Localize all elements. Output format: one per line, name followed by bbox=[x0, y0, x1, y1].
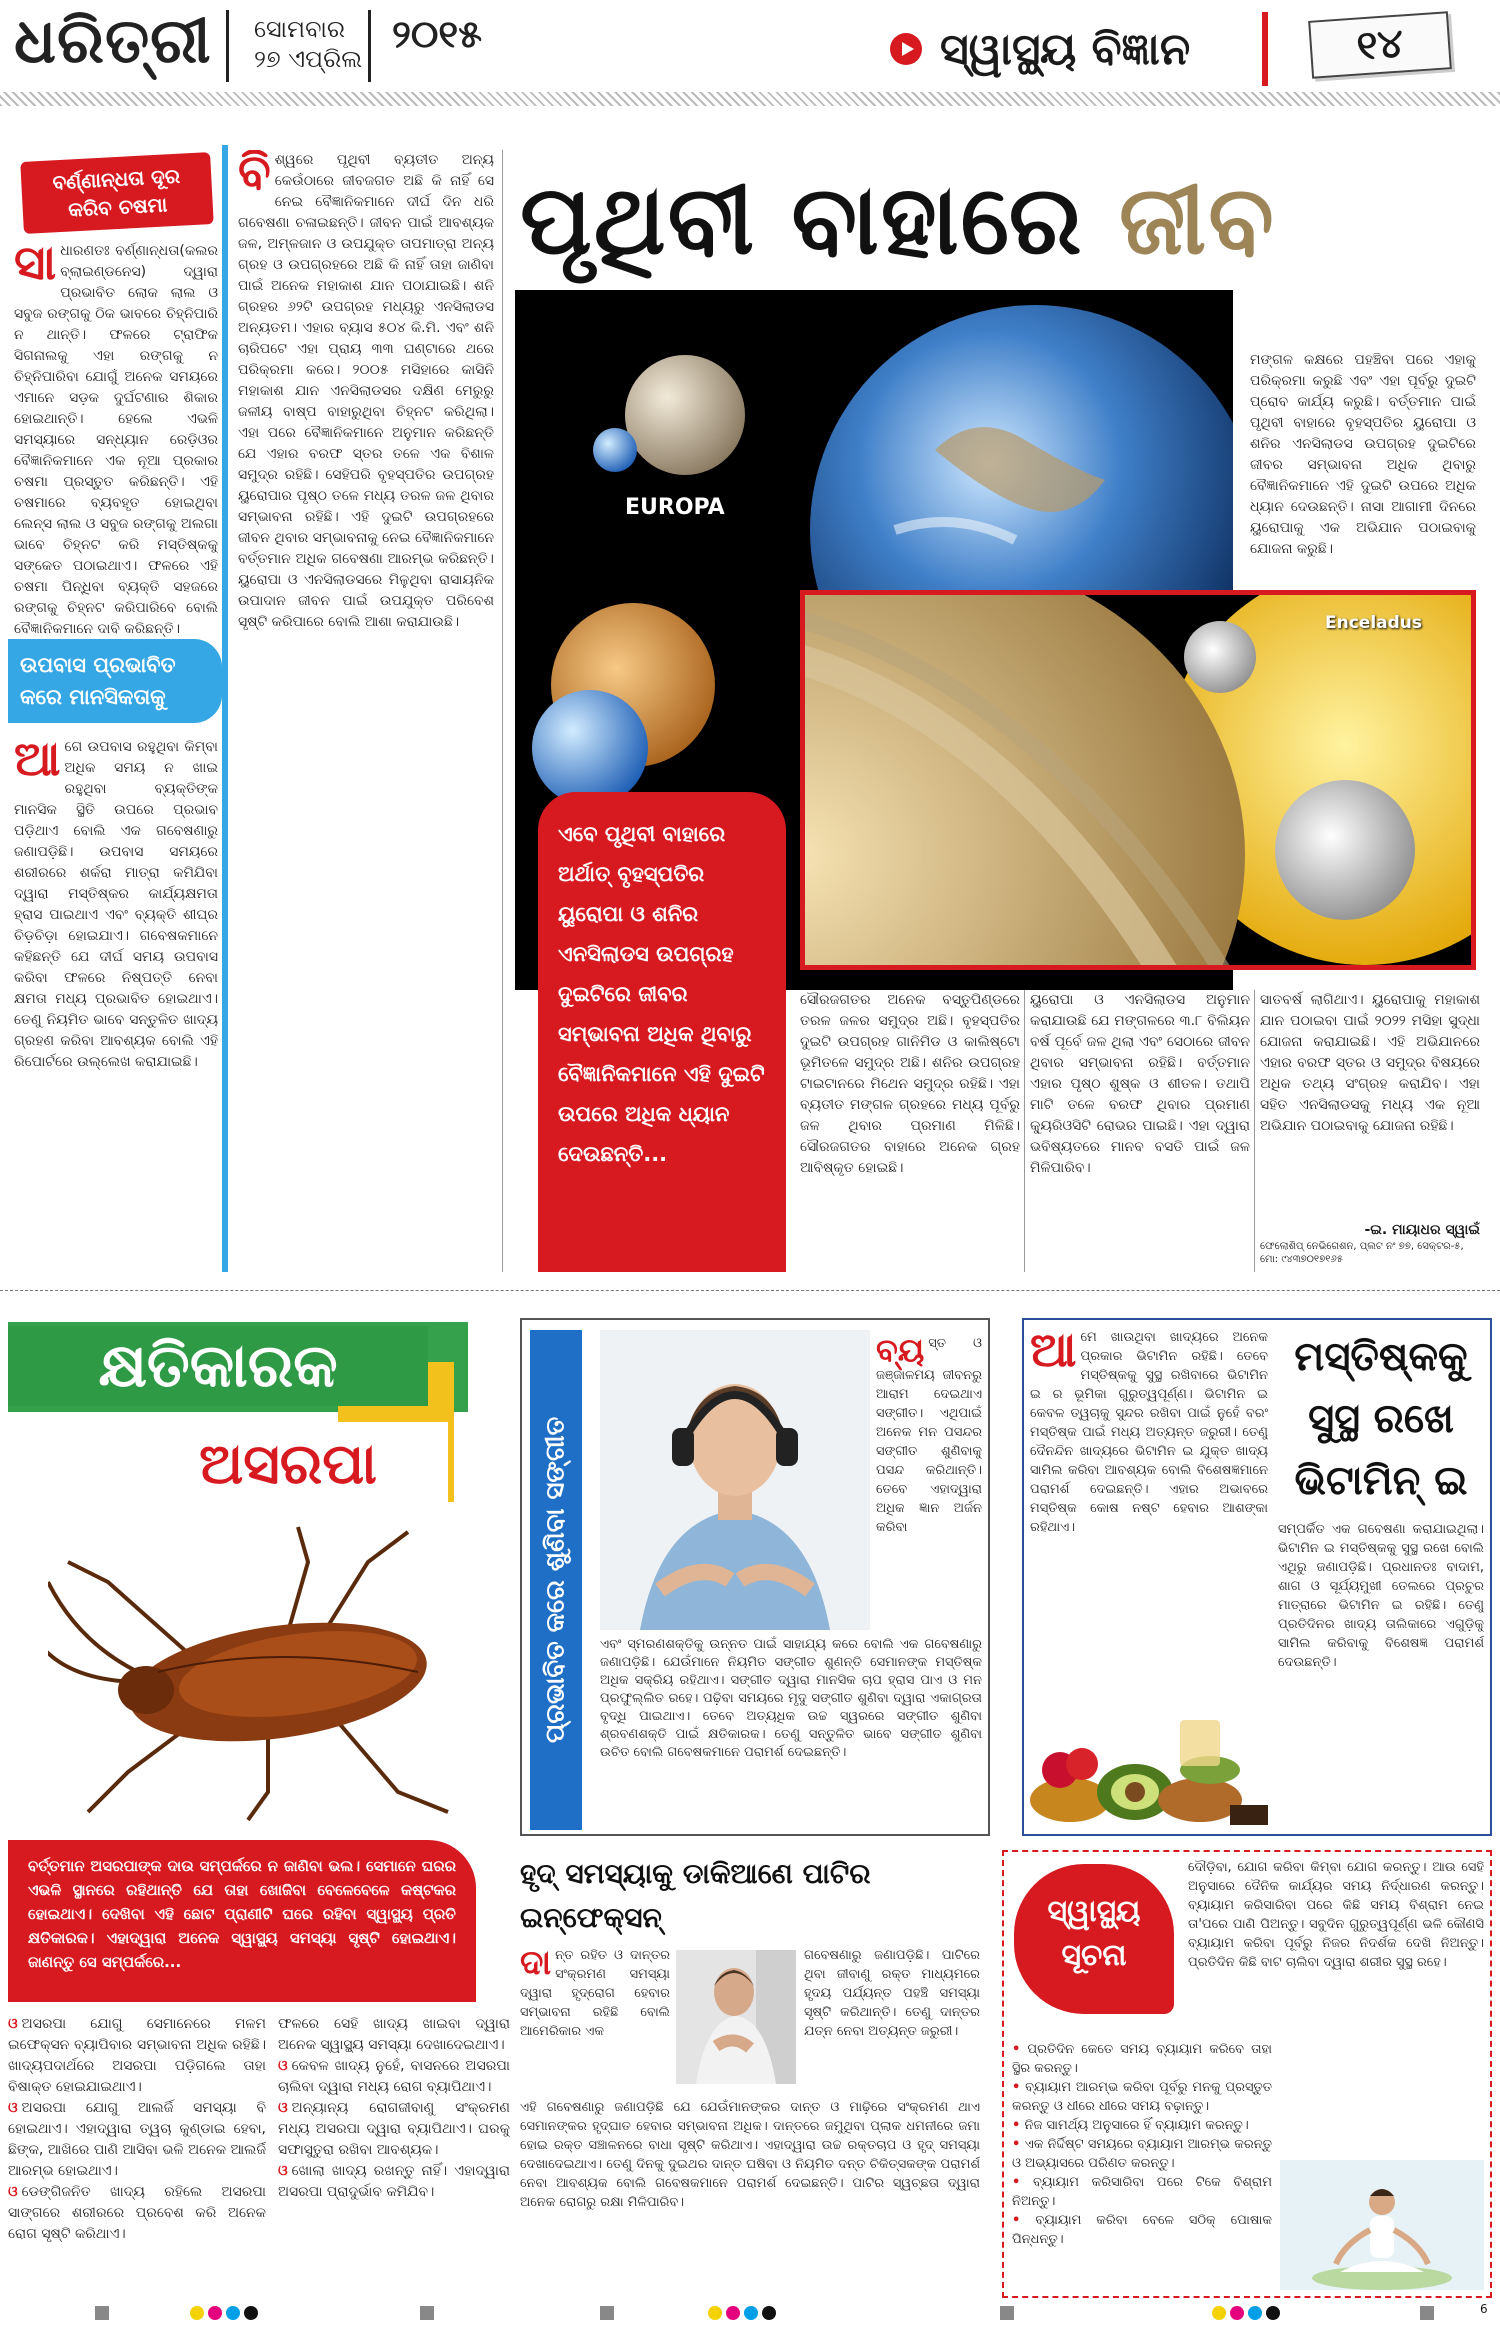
music-article-body: ଏବଂ ସ୍ମରଣଶକ୍ତିକୁ ଉନ୍ନତ ପାଇଁ ସାହାଯ୍ୟ କରେ ବୋଲି ଏକ ଗବେଷଣାରୁ ଜଣାପଡ଼ିଛି। ଯେଉଁମାନେ ନିୟମିତ ସଙ୍ଗୀତ ଶୁଣନ୍ତି ସେମାନଙ୍କ ମସ୍ତିଷ୍କ ଅଧିକ ସକ୍ରିୟ ରହିଥାଏ। ସଙ୍ଗୀତ ଦ୍ୱାରା ମାନସିକ ଚାପ ହ୍ରାସ ପାଏ ଓ ମନ ପ୍ରଫୁଲ୍ଲିତ ରହେ। ପଢ଼ିବା ସମୟରେ ମୃଦୁ ସଙ୍ଗୀତ ଶୁଣିବା ଦ୍ୱାରା ଏକାଗ୍ରତା ବୃଦ୍ଧି ପାଇଥାଏ। ତେବେ ଅତ୍ୟଧିକ ଉଚ୍ଚ ସ୍ୱରରେ ସଙ୍ଗୀତ ଶୁଣିବା ଶ୍ରବଣଶକ୍ତି ପାଇଁ କ୍ଷତିକାରକ। ତେଣୁ ସନ୍ତୁଳିତ ଭାବେ ସଙ୍ଗୀତ ଶୁଣିବା ଉଚିତ ବୋଲି ଗବେଷକମାନେ ପରାମର୍ଶ ଦେଇଛନ୍ତି। bbox=[600, 1637, 982, 1760]
registration-mark bbox=[1420, 2306, 1434, 2320]
fasting-article: ଆଗେ ଉପବାସ ରହୁଥିବା କିମ୍ବା ଅଧିକ ସମୟ ନ ଖାଇ ରହୁଥିବା ବ୍ୟକ୍ତିଙ୍କ ମାନସିକ ସ୍ଥିତି ଉପରେ ପ୍ରଭାବ ପଡ଼ିଥାଏ ବୋଲି ଏକ ଗବେଷଣାରୁ ଜଣାପଡ଼ିଛି। ଉପବାସ ସମୟରେ ଶରୀରରେ ଶର୍କରା ମାତ୍ରା କମିଯିବା ଦ୍ୱାରା ମସ୍ତିଷ୍କର କାର୍ଯ୍ୟକ୍ଷମତା ହ୍ରାସ ପାଇଥାଏ ଏବଂ ବ୍ୟକ୍ତି ଶୀଘ୍ର ଚିଡ଼ଚିଡ଼ା ହୋଇଯାଏ। ଗବେଷକମାନେ କହିଛନ୍ତି ଯେ ଦୀର୍ଘ ସମୟ ଉପବାସ କରିବା ଫଳରେ ନିଷ୍ପତ୍ତି ନେବା କ୍ଷମତା ମଧ୍ୟ ପ୍ରଭାବିତ ହୋଇଥାଏ। ତେଣୁ ନିୟମିତ ଭାବେ ସନ୍ତୁଳିତ ଖାଦ୍ୟ ଗ୍ରହଣ କରିବା ଆବଶ୍ୟକ ବୋଲି ଏହି ରିପୋର୍ଟରେ ଉଲ୍ଲେଖ କରାଯାଇଛି। bbox=[14, 737, 218, 1070]
main-article-col3: ସାତବର୍ଷ ଲାଗିଥାଏ। ୟୁରୋପାକୁ ମହାକାଶ ଯାନ ପଠାଇବା ପାଇଁ ୨୦୨୨ ମସିହା ସୁଦ୍ଧା ଯୋଜନା କରାଯାଇଛି। ଏହି ଅଭିଯାନରେ ଏହାର ବରଫ ସ୍ତର ଓ ସମୁଦ୍ର ବିଷୟରେ ଅଧିକ ତଥ୍ୟ ସଂଗ୍ରହ କରାଯିବ। ଏହା ସହିତ ଏନସିଲାଡସକୁ ମଧ୍ୟ ଏକ ନୂଆ ଅଭିଯାନ ପଠାଇବାକୁ ଯୋଜନା ରହିଛି। bbox=[1260, 992, 1480, 1134]
registration-mark bbox=[762, 2306, 776, 2320]
dropcap: ଆ bbox=[1030, 1328, 1077, 1378]
vitamin-headline: ମସ୍ତିଷ୍କକୁ ସୁସ୍ଥ ରଖେ ଭିଟାମିନ୍ ଇ bbox=[1294, 1334, 1468, 1504]
column-rule bbox=[1254, 990, 1255, 1272]
list-item: • ବ୍ୟାୟାମ ଆରମ୍ଭ କରିବା ପୂର୍ବରୁ ମନକୁ ପ୍ରସ୍ତୁତ କରନ୍ତୁ ଓ ଧୀରେ ଧୀରେ ସମୟ ବଢ଼ାନ୍ତୁ। bbox=[1012, 2080, 1272, 2114]
registration-mark bbox=[1000, 2306, 1014, 2320]
section-title: ସ୍ୱାସ୍ଥ୍ୟ ବିଜ୍ଞାନ bbox=[940, 23, 1191, 75]
heart-article-side: ଗବେଷଣାରୁ ଜଣାପଡ଼ିଛି। ପାଟିରେ ଥିବା ଜୀବାଣୁ ରକ୍ତ ମାଧ୍ୟମରେ ହୃଦୟ ପର୍ଯ୍ୟନ୍ତ ପହଞ୍ଚି ସମସ୍ୟା ସୃଷ୍ଟି କରିଥାନ୍ତି। ତେଣୁ ଦାନ୍ତର ଯତ୍ନ ନେବା ଅତ୍ୟନ୍ତ ଜରୁରୀ। bbox=[804, 1948, 980, 2039]
registration-mark bbox=[208, 2306, 222, 2320]
masthead-pattern bbox=[0, 92, 1500, 106]
play-icon bbox=[890, 33, 922, 65]
masthead-date bbox=[254, 14, 362, 74]
masthead-date-text: ୨୭ ଏପ୍ରିଲ bbox=[254, 45, 363, 73]
main-article-right-column: ମଙ୍ଗଳ କକ୍ଷରେ ପହଞ୍ଚିବା ପରେ ଏହାକୁ ପରିକ୍ରମା କରୁଛି ଏବଂ ଏହା ପୂର୍ବରୁ ଦୁଇଟି ପ୍ରୋବ କାର୍ଯ୍ୟ କରୁଛି। ବର୍ତ୍ତମାନ ପାଇଁ ପୃଥିବୀ ବାହାରେ ବୃହସ୍ପତିର ୟୁରୋପା ଓ ଶନିର ଏନସିଲାଡସ ଉପଗ୍ରହ ଦୁଇଟିରେ ଜୀବର ସମ୍ଭାବନା ଅଧିକ ଥିବାରୁ ବୈଜ୍ଞାନିକମାନେ ଏହି ଦୁଇଟି ଉପରେ ଅଧିକ ଧ୍ୟାନ ଦେଉଛନ୍ତି। ନାସା ଆଗାମୀ ଦିନରେ ୟୁରୋପାକୁ ଏକ ଅଭିଯାନ ପଠାଇବାକୁ ଯୋଜନା କରୁଛି। bbox=[1250, 352, 1476, 557]
page-number-tag: ୧୪ bbox=[1308, 11, 1452, 79]
saturn-enceladus-image bbox=[800, 590, 1476, 970]
heart-article-intro: ଦାନ୍ତ ରହିତ ଓ ଦାନ୍ତର ସଂକ୍ରମଣ ସମସ୍ୟା ଦ୍ୱାରା ହୃଦ୍‌ରୋଗ ହେବାର ସମ୍ଭାବନା ରହିଛି ବୋଲି ଆମେରିକାର ଏକ bbox=[520, 1946, 670, 2039]
newspaper-logo: ଧରିତ୍ରୀ bbox=[14, 4, 212, 77]
music-vertical-headline: ପ୍ରଭାବିତ କରେ ଶୁଣିବା ସଙ୍ଗୀତ bbox=[530, 1330, 582, 1830]
cockroach-headline-1: କ୍ଷତିକାରକ bbox=[8, 1326, 428, 1406]
main-article-intro: ବିଶ୍ୱରେ ପୃଥିବୀ ବ୍ୟତୀତ ଅନ୍ୟ କେଉଁଠାରେ ଜୀବଜଗତ ଅଛି କି ନାହିଁ ସେ ନେଇ ବୈଜ୍ଞାନିକମାନେ ଦୀର୍ଘ ଦିନ ଧରି ଗବେଷଣା ଚଳାଇଛନ୍ତି। ଜୀବନ ପାଇଁ ଆବଶ୍ୟକ ଜଳ, ଅମ୍ଳଜାନ ଓ ଉପଯୁକ୍ତ ତାପମାତ୍ରା ଅନ୍ୟ ଗ୍ରହ ଓ ଉପଗ୍ରହରେ ଅଛି କି ନାହିଁ ତାହା ଜାଣିବା ପାଇଁ ଅନେକ ମହାକାଶ ଯାନ ପଠାଯାଇଛି। ଶନି ଗ୍ରହର ୬୨ଟି ଉପଗ୍ରହ ମଧ୍ୟରୁ ଏନସିଲାଡସ ଅନ୍ୟତମ। ଏହାର ବ୍ୟାସ ୫୦୪ କି.ମି. ଏବଂ ଶନି ଚାରିପଟେ ଏହା ପ୍ରାୟ ୩୩ ଘଣ୍ଟାରେ ଥରେ ପରିକ୍ରମା କରେ। ୨୦୦୫ ମସିହାରେ କାସିନି ମହାକାଶ ଯାନ ଏନସିଲାଡସର ଦକ୍ଷିଣ ମେରୁରୁ ଜଳୀୟ ବାଷ୍ପ ବାହାରୁଥିବା ଚିହ୍ନଟ କରିଥିଲା। ଏହା ପରେ ବୈଜ୍ଞାନିକମାନେ ଅନୁମାନ କରିଛନ୍ତି ଯେ ଏହାର ବରଫ ସ୍ତର ତଳେ ଏକ ବିଶାଳ ସମୁଦ୍ର ରହିଛି। ସେହିପରି ବୃହସ୍ପତିର ଉପଗ୍ରହ ୟୁରୋପାର ପୃଷ୍ଠ ତଳେ ମଧ୍ୟ ତରଳ ଜଳ ଥିବାର ସମ୍ଭାବନା ରହିଛି। ଏହି ଦୁଇଟି ଉପଗ୍ରହରେ ଜୀବନ ଥିବାର ସମ୍ଭାବନାକୁ ନେଇ ବୈଜ୍ଞାନିକମାନେ ବର୍ତ୍ତମାନ ଅଧିକ ଗବେଷଣା ଆରମ୍ଭ କରିଛନ୍ତି। ୟୁରୋପା ଓ ଏନସିଲାଡସରେ ମିଳୁଥିବା ରାସାୟନିକ ଉପାଦାନ ଜୀବନ ପାଇଁ ଉପଯୁକ୍ତ ପରିବେଶ ସୃଷ୍ଟି କରିପାରେ ବୋଲି ଆଶା କରାଯାଉଛି। bbox=[238, 150, 494, 630]
masthead-divider bbox=[226, 10, 229, 82]
registration-mark bbox=[600, 2306, 614, 2320]
bullet-icon: • bbox=[1012, 2213, 1021, 2228]
masthead bbox=[0, 0, 1500, 98]
cockroach-points-col2 bbox=[278, 2014, 510, 2284]
list-item: • ବ୍ୟାୟାମ କରିବା ବେଳେ ସଠିକ୍ ପୋଷାକ ପିନ୍ଧନ୍ତୁ। bbox=[1012, 2213, 1272, 2247]
health-tips-headline: ସ୍ୱାସ୍ଥ୍ୟ ସୂଚନା bbox=[1014, 1864, 1174, 2014]
cockroach-headline-2: ଅସରପା bbox=[128, 1422, 448, 1508]
bullet-icon: • bbox=[1012, 2042, 1021, 2057]
main-article-col1: ସୌରଜଗତର ଅନେକ ବସ୍ତୁପିଣ୍ଡରେ ତରଳ ଜଳର ସମୁଦ୍ର ଅଛି। ବୃହସ୍ପତିର ଦୁଇଟି ଉପଗ୍ରହ ଗାନିମିଡ ଓ କାଲିଷ୍ଟୋ ଭୂମିତଳେ ସମୁଦ୍ର ଅଛି। ଶନିର ଉପଗ୍ରହ ଟାଇଟାନରେ ମିଥେନ ସମୁଦ୍ର ରହିଛି। ଏହା ବ୍ୟତୀତ ମଙ୍ଗଳ ଗ୍ରହରେ ମଧ୍ୟ ପୂର୍ବରୁ ଜଳ ଥିବାର ପ୍ରମାଣ ମିଳିଛି। ସୌରଜଗତର ବାହାରେ ଅନେକ ଗ୍ରହ ଆବିଷ୍କୃତ ହୋଇଛି। bbox=[800, 992, 1020, 1176]
author-address: ଫେଲୋଶିପ୍ ନେଭିଗେଶନ, ପ୍ଲଟ ନଂ ୭୭, ସେକ୍ଟର-୫, ମୋ: ୯୪୩୭୦୧୭୧୬୫ bbox=[1260, 1241, 1464, 1265]
enceladus-label: Enceladus bbox=[1325, 613, 1423, 633]
bullet-icon: • bbox=[1012, 2137, 1021, 2152]
section-header bbox=[890, 10, 1250, 88]
registration-mark bbox=[420, 2306, 434, 2320]
bullet-icon: ଓ bbox=[8, 2100, 18, 2116]
left-column bbox=[8, 145, 228, 1272]
masthead-divider bbox=[368, 10, 371, 82]
pull-quote: ଏବେ ପୃଥିବୀ ବାହାରେ ଅର୍ଥାତ୍ ବୃହସ୍ପତିର ୟୁରୋପା ଓ ଶନିର ଏନସିଲାଡସ ଉପଗ୍ରହ ଦୁଇଟିରେ ଜୀବର ସମ୍ଭାବନା ଅଧିକ ଥିବାରୁ ବୈଜ୍ଞାନିକମାନେ ଏହି ଦୁଇଟି ଉପରେ ଅଧିକ ଧ୍ୟାନ ଦେଉଛନ୍ତି... bbox=[538, 792, 786, 1272]
dropcap: ଆ bbox=[14, 737, 61, 787]
section-divider bbox=[0, 1290, 1500, 1291]
print-registration-bar bbox=[0, 2296, 1500, 2331]
yoga-woman-image bbox=[1280, 2160, 1484, 2290]
vitamin-article-right: ସମ୍ପର୍କିତ ଏକ ଗବେଷଣା କରାଯାଇଥିଲା। ଭିଟାମିନ ଇ ମସ୍ତିଷ୍କକୁ ସୁସ୍ଥ ରଖେ ବୋଲି ଏଥିରୁ ଜଣାପଡ଼ିଛି। ପ୍ରଧାନତଃ ବାଦାମ, ଶାଗ ଓ ସୂର୍ଯ୍ୟମୁଖୀ ତେଲରେ ପ୍ରଚୁର ମାତ୍ରାରେ ଭିଟାମିନ ଇ ରହିଛି। ତେଣୁ ପ୍ରତିଦିନର ଖାଦ୍ୟ ତାଲିକାରେ ଏଗୁଡ଼ିକୁ ସାମିଲ କରିବାକୁ ବିଶେଷଜ୍ଞ ପରାମର୍ଶ ଦେଉଛନ୍ତି। bbox=[1278, 1522, 1484, 1670]
masthead-year: ୨୦୧୫ bbox=[392, 12, 482, 56]
vitamin-article-body: ଆମେ ଖାଉଥିବା ଖାଦ୍ୟରେ ଅନେକ ପ୍ରକାର ଭିଟାମିନ ରହିଛି। ତେବେ ମସ୍ତିଷ୍କକୁ ସୁସ୍ଥ ରଖିବାରେ ଭିଟାମିନ ଇ ର ଭୂମିକା ଗୁରୁତ୍ୱପୂର୍ଣ୍ଣ। ଭିଟାମିନ ଇ କେବଳ ତ୍ୱଚାକୁ ସୁନ୍ଦର ରଖିବା ପାଇଁ ନୁହେଁ ବରଂ ମସ୍ତିଷ୍କ ପାଇଁ ମଧ୍ୟ ଅତ୍ୟନ୍ତ ଜରୁରୀ। ତେଣୁ ଦୈନନ୍ଦିନ ଖାଦ୍ୟରେ ଭିଟାମିନ ଇ ଯୁକ୍ତ ଖାଦ୍ୟ ସାମିଲ କରିବା ଆବଶ୍ୟକ ବୋଲି ବିଶେଷଜ୍ଞମାନେ ପରାମର୍ଶ ଦେଇଛନ୍ତି। ଏହାର ଅଭାବରେ ମସ୍ତିଷ୍କ କୋଷ ନଷ୍ଟ ହେବାର ଆଶଙ୍କା ରହିଥାଏ। bbox=[1030, 1328, 1268, 1535]
section-accent-bar bbox=[1262, 12, 1268, 86]
registration-mark bbox=[95, 2306, 109, 2320]
bullet-icon: ଓ bbox=[8, 2016, 18, 2032]
registration-mark bbox=[708, 2306, 722, 2320]
registration-mark bbox=[226, 2306, 240, 2320]
colorblind-article: ସାଧାରଣତଃ ବର୍ଣ୍ଣାନ୍ଧତା(କଲର ବ୍ଲାଇଣ୍ଡନେସ) ଦ୍ୱାରା ପ୍ରଭାବିତ ଲୋକ ଲାଲ ଓ ସବୁଜ ରଙ୍ଗକୁ ଠିକ ଭାବରେ ଚିହ୍ନିପାରି ନ ଥାନ୍ତି। ଫଳରେ ଟ୍ରାଫିକ ସିଗନାଲକୁ ଏହା ରଙ୍ଗକୁ ନ ଚିହ୍ନିପାରିବା ଯୋଗୁଁ ଅନେକ ସମୟରେ ଏମାନେ ସଡ଼କ ଦୁର୍ଘଟଣାର ଶିକାର ହୋଇଥାନ୍ତି। ହେଲେ ଏଭଳି ସମସ୍ୟାରେ ସନ୍ଧ୍ୟାନ ରେଡ଼ିଓର ବୈଜ୍ଞାନିକମାନେ ଏକ ନୂଆ ପ୍ରକାର ଚଷମା ପ୍ରସ୍ତୁତ କରିଛନ୍ତି। ଏହି ଚଷମାରେ ବ୍ୟବହୃତ ହୋଇଥିବା ଲେନ୍ସ ଲାଲ ଓ ସବୁଜ ରଙ୍ଗକୁ ଅଲଗା ଭାବେ ଚିହ୍ନଟ କରି ମସ୍ତିଷ୍କକୁ ସଙ୍କେତ ପଠାଇଥାଏ। ଫଳରେ ଏହି ଚଷମା ପିନ୍ଧିବା ବ୍ୟକ୍ତି ସହଜରେ ରଙ୍ଗକୁ ଚିହ୍ନଟ କରିପାରିବେ ବୋଲି ବୈଜ୍ଞାନିକମାନେ ଦାବି କରିଛନ୍ତି। bbox=[14, 241, 218, 637]
cockroach-image bbox=[48, 1522, 468, 1822]
music-article-side: ବ୍ୟ ସ୍ତ ଓ ଜଞ୍ଜାଳମୟ ଜୀବନରୁ ଆରାମ ଦେଇଥାଏ ସଙ୍ଗୀତ। ଏଥିପାଇଁ ଅନେକ ମନ ପସନ୍ଦର ସଙ୍ଗୀତ ଶୁଣିବାକୁ ପସନ୍ଦ କରିଥାନ୍ତି। ତେବେ ଏହାଦ୍ୱାରା ଅଧିକ ଜ୍ଞାନ ଅର୍ଜନ କରିବା bbox=[876, 1334, 982, 1535]
health-tips-intro: ଦୌଡ଼ିବା, ଯୋଗ କରିବା କିମ୍ବା ଯୋଗ କରନ୍ତୁ। ଆଉ ସେହି ଅନୁସାରେ ଦୈନିକ କାର୍ଯ୍ୟର ସମୟ ନିର୍ଦ୍ଧାରଣ କରନ୍ତୁ। ବ୍ୟାୟାମ କରିସାରିବା ପରେ କିଛି ସମୟ ବିଶ୍ରାମ ନେଇ ତା'ପରେ ପାଣି ପିଅନ୍ତୁ। ସବୁଦିନ ଗୁରୁତ୍ୱପୂର୍ଣ୍ଣ ଭଳି କୌଣସି ବ୍ୟାୟାମ କରିବା ପୂର୍ବରୁ ନିଜର ନିଦର୍ଶକ ଦେଖି ନିଅନ୍ତୁ। ପ୍ରତିଦିନ କିଛି ବାଟ ଚାଲିବା ଦ୍ୱାରା ଶରୀର ସୁସ୍ଥ ରହେ। bbox=[1188, 1860, 1484, 1970]
vitamin-foods-image bbox=[1030, 1700, 1270, 1830]
bullet-icon: ଓ bbox=[278, 2100, 288, 2116]
registration-mark bbox=[1230, 2306, 1244, 2320]
europa-label: EUROPA bbox=[625, 495, 725, 520]
man-headphones-image bbox=[600, 1330, 870, 1630]
main-article-col2: ୟୁରୋପା ଓ ଏନସିଲାଡସ ଅନୁମାନ କରାଯାଉଛି ଯେ ମଙ୍ଗଳରେ ୩.୮ ବିଲିୟନ ବର୍ଷ ପୂର୍ବେ ଜଳ ଥିଲା ଏବଂ ସେଠାରେ ଜୀବନ ଥିବାର ସମ୍ଭାବନା ରହିଛି। ବର୍ତ୍ତମାନ ଏହାର ପୃଷ୍ଠ ଶୁଷ୍କ ଓ ଶୀତଳ। ତଥାପି ମାଟି ତଳେ ବରଫ ଥିବାର ପ୍ରମାଣ କ୍ୟୁରିଓସିଟି ରୋଭର ପାଇଛି। ଏହା ଦ୍ୱାରା ଭବିଷ୍ୟତରେ ମାନବ ବସତି ପାଇଁ ଜଳ ମିଳିପାରିବ। bbox=[1030, 992, 1250, 1176]
list-item: • ପ୍ରତିଦିନ କେତେ ସମୟ ବ୍ୟାୟାମ କରିବେ ତାହା ସ୍ଥିର କରନ୍ତୁ। bbox=[1012, 2042, 1272, 2076]
list-item: ଓ ଅନ୍ୟାନ୍ୟ ରୋଗଜୀବାଣୁ ସଂକ୍ରମଣ ମଧ୍ୟ ଅସରପା ଦ୍ୱାରା ବ୍ୟାପିଥାଏ। ଘରକୁ ସଫାସୁତୁରା ରଖିବା ଆବଶ୍ୟକ। bbox=[278, 2100, 510, 2158]
registration-mark bbox=[744, 2306, 758, 2320]
cockroach-feature bbox=[8, 1322, 476, 1820]
author-byline: -ଇ. ମାୟାଧର ସ୍ୱାଇଁ bbox=[1364, 1222, 1480, 1238]
registration-mark bbox=[1248, 2306, 1262, 2320]
registration-mark bbox=[726, 2306, 740, 2320]
list-item: • ଏକ ନିର୍ଦ୍ଦିଷ୍ଟ ସମୟରେ ବ୍ୟାୟାମ ଆରମ୍ଭ କରନ୍ତୁ ଓ ଅଭ୍ୟାସରେ ପରିଣତ କରନ୍ତୁ। bbox=[1012, 2137, 1272, 2171]
registration-mark bbox=[1266, 2306, 1280, 2320]
dropcap: ବି bbox=[238, 150, 271, 200]
dropcap: ବ୍ୟ bbox=[876, 1334, 925, 1369]
bullet-icon: ଓ bbox=[8, 2184, 18, 2200]
list-item: ଓ ଖୋଲା ଖାଦ୍ୟ ରଖନ୍ତୁ ନାହିଁ। ଏହାଦ୍ୱାରା ଅସରପା ପ୍ରାଦୁର୍ଭାବ କମିଯିବ। bbox=[278, 2163, 510, 2200]
bullet-icon: ଓ bbox=[278, 2163, 288, 2179]
heart-article-body: ଏହି ଗବେଷଣାରୁ ଜଣାପଡ଼ିଛି ଯେ ଯେଉଁମାନଙ୍କର ଦାନ୍ତ ଓ ମାଢ଼ିରେ ସଂକ୍ରମଣ ଥାଏ ସେମାନଙ୍କର ହୃଦ୍‌ଘାତ ହେବାର ସମ୍ଭାବନା ଅଧିକ। ଦାନ୍ତରେ ଜମୁଥିବା ପ୍ଲାକ ଧମନୀରେ ଜମା ହୋଇ ରକ୍ତ ସଞ୍ଚାଳନରେ ବାଧା ସୃଷ୍ଟି କରିଥାଏ। ଏହାଦ୍ୱାରା ଉଚ୍ଚ ରକ୍ତଚାପ ଓ ହୃଦ୍ ସମସ୍ୟା ଦେଖାଦେଇଥାଏ। ତେଣୁ ଦିନକୁ ଦୁଇଥର ଦାନ୍ତ ଘଷିବା ଓ ନିୟମିତ ଦନ୍ତ ଚିକିତ୍ସକଙ୍କ ପରାମର୍ଶ ନେବା ଆବଶ୍ୟକ ବୋଲି ଗବେଷକମାନେ ପରାମର୍ଶ ଦେଇଛନ୍ତି। ପାଟିର ସ୍ୱଚ୍ଛତା ଦ୍ୱାରା ଅନେକ ରୋଗରୁ ରକ୍ଷା ମିଳିପାରିବ। bbox=[520, 2100, 980, 2210]
fasting-headline: ଉପବାସ ପ୍ରଭାବିତ କରେ ମାନସିକତାକୁ bbox=[8, 639, 222, 723]
health-tips-list bbox=[1012, 2040, 1272, 2290]
registration-mark bbox=[190, 2306, 204, 2320]
bullet-icon: • bbox=[1012, 2175, 1021, 2190]
list-item: • ବ୍ୟାୟାମ କରିସାରିବା ପରେ ଟିକେ ବିଶ୍ରାମ ନିଅନ୍ତୁ। bbox=[1012, 2175, 1272, 2209]
bullet-icon: • bbox=[1012, 2118, 1021, 2133]
list-item: • ନିଜ ସାମର୍ଥ୍ୟ ଅନୁସାରେ ହିଁ ବ୍ୟାୟାମ କରନ୍ତୁ। bbox=[1012, 2118, 1249, 2133]
cockroach-points-col1 bbox=[8, 2014, 266, 2284]
heart-headline: ହୃଦ୍ ସମସ୍ୟାକୁ ଡାକିଆଣେ ପାଟିର ଇନ୍‌ଫେକ୍ସନ୍ bbox=[520, 1857, 871, 1934]
list-item: ଓ ଡେଙ୍ଗିଜନିତ ଖାଦ୍ୟ ରହିଲେ ଅସରପା ସାଙ୍ଗରେ ଶରୀରରେ ପ୍ରବେଶ କରି ଅନେକ ରୋଗ ସୃଷ୍ଟି କରିଥାଏ। bbox=[8, 2184, 266, 2242]
registration-mark bbox=[244, 2306, 258, 2320]
list-item: ଓ କେବଳ ଖାଦ୍ୟ ନୁହେଁ, ବାସନରେ ଅସରପା ଚାଲିବା ଦ୍ୱାରା ମଧ୍ୟ ରୋଗ ବ୍ୟାପିଥାଏ। bbox=[278, 2058, 510, 2095]
masthead-day: ସୋମବାର bbox=[254, 15, 346, 43]
bullet-icon: • bbox=[1012, 2080, 1021, 2095]
cockroach-intro: ବର୍ତ୍ତମାନ ଅସରପାଙ୍କ ଦାଉ ସମ୍ପର୍କରେ ନ ଜାଣିବା ଭଲ। ସେମାନେ ଘରର ଏଭଳି ସ୍ଥାନରେ ରହିଥାନ୍ତି ଯେ ତାହା ଖୋଜିବା ବେଳେବେଳେ କଷ୍ଟକର ହୋଇଥାଏ। ଦେଖିବା ଏହି ଛୋଟ ପ୍ରାଣୀଟି ଘରେ ରହିବା ସ୍ୱାସ୍ଥ୍ୟ ପ୍ରତି କ୍ଷତିକାରକ। ଏହାଦ୍ୱାରା ଅନେକ ସ୍ୱାସ୍ଥ୍ୟ ସମସ୍ୟା ସୃଷ୍ଟି ହୋଇଥାଏ। ଜାଣନ୍ତୁ ସେ ସମ୍ପର୍କରେ... bbox=[8, 1840, 476, 2002]
column-rule bbox=[1024, 990, 1025, 1272]
list-item: ଓ ଅସରପା ଯୋଗୁ ଆଲର୍ଜି ସମସ୍ୟା ବି ହୋଇଥାଏ। ଏହାଦ୍ୱାରା ତ୍ୱଚା କୁଣ୍ଡାଇ ହେବା, ଛିଙ୍କ, ଆଖିରେ ପାଣି ଆସିବା ଭଳି ଅନେକ ଆଲର୍ଜି ଆରମ୍ଭ ହୋଇଥାଏ। bbox=[8, 2100, 266, 2179]
colorblind-headline: ବର୍ଣ୍ଣାନ୍ଧତା ଦୂର କରିବ ଚଷମା bbox=[20, 152, 214, 234]
list-item: ଫଳରେ ସେହି ଖାଦ୍ୟ ଖାଇବା ଦ୍ୱାରା ଅନେକ ସ୍ୱାସ୍ଥ୍ୟ ସମସ୍ୟା ଦେଖାଦେଇଥାଏ। bbox=[278, 2016, 510, 2053]
dropcap: ସା bbox=[14, 241, 57, 291]
chest-pain-image bbox=[676, 1950, 796, 2084]
column-rule bbox=[502, 150, 503, 1272]
print-page-number: 6 bbox=[1480, 2302, 1488, 2316]
bullet-icon: ଓ bbox=[278, 2058, 288, 2074]
dropcap: ଦା bbox=[520, 1946, 552, 1983]
main-headline: ପୃଥିବୀ ବାହାରେ ଜୀବ bbox=[520, 164, 1276, 276]
list-item: ଓ ଅସରପା ଯୋଗୁ ସେମାନେରେ ମଳମ ଇଫେକ୍ସନ ବ୍ୟାପିବାର ସମ୍ଭାବନା ଅଧିକ ରହିଛି। ଖାଦ୍ୟପଦାର୍ଥରେ ଅସରପା ପଡ଼ିଗଲେ ତାହା ବିଷାକ୍ତ ହୋଇଯାଇଥାଏ। bbox=[8, 2016, 266, 2095]
registration-mark bbox=[1212, 2306, 1226, 2320]
